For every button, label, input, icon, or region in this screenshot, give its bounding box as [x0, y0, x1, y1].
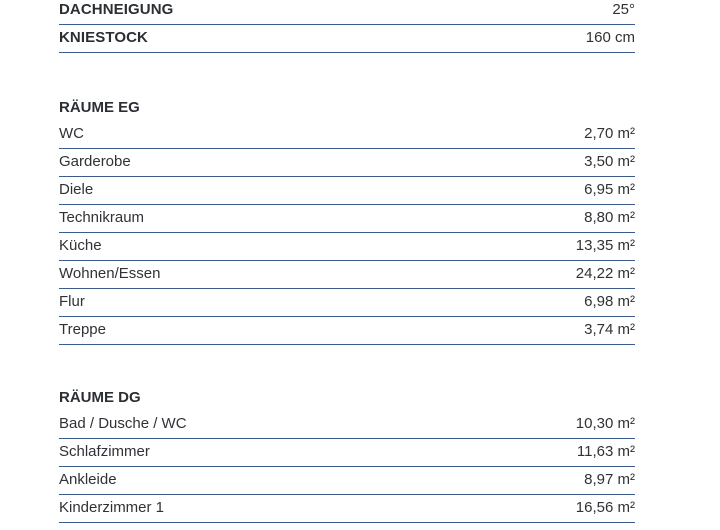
room-name: Ankleide — [59, 471, 117, 488]
room-area: 11,63 m² — [576, 443, 635, 460]
room-name: Kinderzimmer 1 — [59, 499, 165, 516]
room-name: Bad / Dusche / WC — [59, 415, 187, 432]
room-name: Garderobe — [59, 153, 131, 170]
room-area: 16,56 m² — [575, 499, 635, 516]
room-name: Technikraum — [59, 209, 145, 226]
room-name: Schlafzimmer — [59, 443, 150, 460]
room-row — [59, 177, 635, 205]
section-heading-eg: RÄUME EG — [59, 99, 140, 116]
room-row — [59, 205, 635, 233]
room-name: Treppe — [59, 321, 106, 338]
spec-row-kniestock — [59, 25, 635, 53]
section-heading-dg: RÄUME DG — [59, 389, 141, 406]
spec-value: 160 cm — [585, 29, 635, 46]
room-name: WC — [59, 125, 84, 142]
spec-label: KNIESTOCK — [59, 29, 148, 46]
room-row — [59, 261, 635, 289]
room-area: 3,50 m² — [584, 153, 635, 170]
room-name: Wohnen/Essen — [59, 265, 161, 282]
spacer — [59, 345, 635, 389]
room-area: 24,22 m² — [575, 265, 635, 282]
spec-row-dachneigung — [59, 0, 635, 25]
specs-table — [59, 0, 635, 523]
room-area: 6,95 m² — [584, 181, 635, 198]
room-row — [59, 411, 635, 439]
room-area: 2,70 m² — [584, 125, 635, 142]
room-row — [59, 289, 635, 317]
spec-value: 25° — [612, 1, 635, 18]
room-name: Flur — [59, 293, 85, 310]
spacer — [59, 53, 635, 99]
room-row — [59, 317, 635, 345]
room-name: Diele — [59, 181, 94, 198]
room-area: 8,80 m² — [584, 209, 635, 226]
room-row — [59, 467, 635, 495]
room-area: 6,98 m² — [584, 293, 635, 310]
room-row — [59, 149, 635, 177]
room-row — [59, 439, 635, 467]
room-row — [59, 121, 635, 149]
room-row — [59, 495, 635, 523]
room-area: 13,35 m² — [575, 237, 635, 254]
room-area: 3,74 m² — [584, 321, 635, 338]
room-row — [59, 233, 635, 261]
spec-label: DACHNEIGUNG — [59, 1, 174, 18]
room-name: Küche — [59, 237, 102, 254]
room-area: 8,97 m² — [584, 471, 635, 488]
room-area: 10,30 m² — [575, 415, 635, 432]
